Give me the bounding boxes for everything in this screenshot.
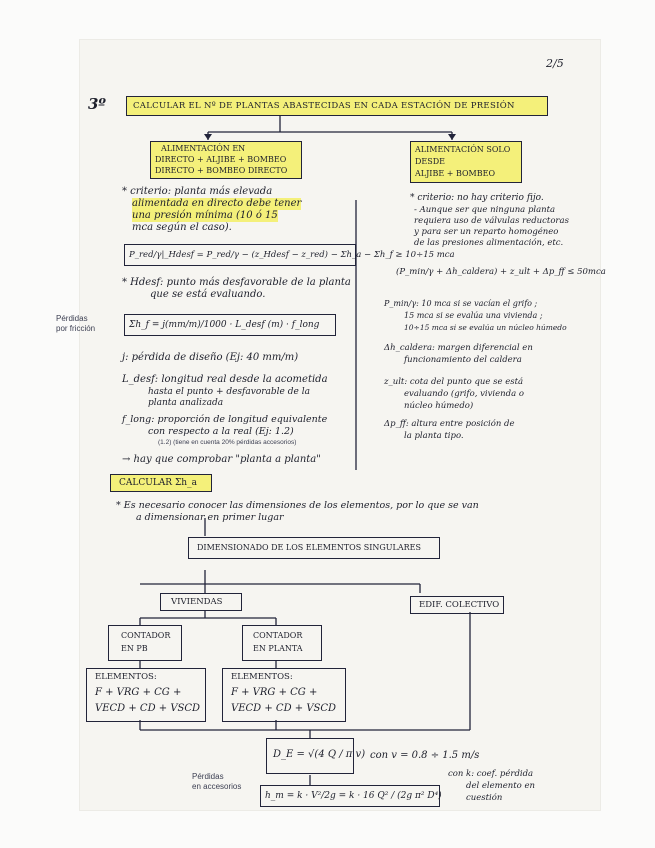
right-criteria-1: * criterio: no hay criterio fijo. xyxy=(410,193,544,203)
left-ldesf-3: planta analizada xyxy=(148,398,224,408)
right-criteria-5: de las presiones alimentación, etc. xyxy=(414,238,564,248)
right-dpff-2: la planta tipo. xyxy=(404,431,464,441)
calc-heading-box xyxy=(110,474,212,492)
calc-heading: CALCULAR Σh_a xyxy=(119,478,197,488)
elementos-right-1: ELEMENTOS: xyxy=(231,672,293,682)
k-note-3: cuestión xyxy=(466,793,503,803)
notebook-page xyxy=(56,40,606,810)
left-flong-2: con respecto a la real (Ej: 1.2) xyxy=(148,426,294,437)
left-criteria-4: mca según el caso). xyxy=(132,222,232,233)
right-dpff-1: Δp_ff: altura entre posición de xyxy=(384,419,515,429)
contador-planta-box xyxy=(242,625,322,661)
left-criteria-1: * criterio: planta más elevada xyxy=(122,186,273,197)
side-note-friction-2: por fricción xyxy=(56,324,96,333)
right-formula: (P_min/γ + Δh_caldera) + z_ult + Δp_ff ≤ 50mca xyxy=(396,267,606,277)
right-branch-line-2: DESDE xyxy=(415,157,445,166)
dim-box xyxy=(188,537,440,559)
right-caldera-1: Δh_caldera: margen diferencial en xyxy=(384,343,533,353)
elementos-left-1: ELEMENTOS: xyxy=(95,672,157,682)
right-branch-line-3: ALJIBE + BOMBEO xyxy=(415,169,496,178)
contador-planta-1: CONTADOR xyxy=(253,631,303,640)
left-formula-1: P_red/γ|_Hdesf = P_red/γ − (z_Hdesf − z_red) − Σh_a − Σh_f ≥ 10÷15 mca xyxy=(129,250,455,260)
right-zult-3: núcleo húmedo) xyxy=(404,401,474,411)
page-number: 2/5 xyxy=(546,57,564,70)
right-pmin-3: 10÷15 mca si se evalúa un núcleo húmedo xyxy=(404,323,567,332)
contador-pb-1: CONTADOR xyxy=(121,631,171,640)
left-hdesf-1: * Hdesf: punto más desfavorable de la planta xyxy=(122,277,351,288)
left-branch-line-2: DIRECTO + ALJIBE + BOMBEO xyxy=(155,155,287,164)
right-zult-1: z_ult: cota del punto que se está xyxy=(384,377,524,387)
dim-box-label: DIMENSIONADO DE LOS ELEMENTOS SINGULARES xyxy=(197,543,421,552)
right-criteria-2: - Aunque ser que ninguna planta xyxy=(414,205,556,215)
left-flong-1: f_long: proporción de longitud equivalente xyxy=(122,414,328,425)
left-j-def: j: pérdida de diseño (Ej: 40 mm/m) xyxy=(122,352,299,363)
calc-note-2: a dimensionar en primer lugar xyxy=(136,512,284,523)
side-note-accessories-1: Pérdidas xyxy=(192,772,224,781)
hm-formula-box xyxy=(260,785,440,807)
left-hdesf-2: que se está evaluando. xyxy=(150,289,266,300)
viviendas-box xyxy=(160,593,242,611)
right-branch-line-1: ALIMENTACIÓN SOLO xyxy=(415,145,511,154)
right-criteria-4: y para ser un reparto homogéneo xyxy=(414,227,559,237)
right-branch-box xyxy=(410,141,522,183)
viviendas-label: VIVIENDAS xyxy=(171,597,223,607)
edif-label: EDIF. COLECTIVO xyxy=(419,600,500,610)
hm-formula: h_m = k · V²/2g = k · 16 Q² / (2g π² D⁴) xyxy=(265,791,442,801)
left-ldesf-2: hasta el punto + desfavorable de la xyxy=(148,387,310,397)
de-formula: D_E = √(4 Q / π v) xyxy=(273,749,366,760)
elementos-right-2: F + VRG + CG + xyxy=(231,687,318,698)
left-formula-2: Σh_f = j(mm/m)/1000 · L_desf (m) · f_long xyxy=(129,320,320,330)
left-formula-1-box xyxy=(124,244,455,266)
elementos-left-2: F + VRG + CG + xyxy=(95,687,182,698)
left-branch-line-1: ALIMENTACIÓN EN xyxy=(161,144,246,153)
de-formula-box xyxy=(266,738,366,774)
side-note-friction-1: Pérdidas xyxy=(56,314,88,323)
elementos-left-3: VECD + CD + VSCD xyxy=(95,703,201,714)
elementos-left-box xyxy=(86,668,206,722)
right-caldera-2: funcionamiento del caldera xyxy=(404,355,522,365)
de-condition: con v = 0.8 ÷ 1.5 m/s xyxy=(370,750,480,761)
elementos-right-box xyxy=(222,668,346,722)
calc-note-1: * Es necesario conocer las dimensiones de los elementos, por lo que se van xyxy=(116,500,479,511)
contador-planta-2: EN PLANTA xyxy=(253,644,303,653)
left-ldesf-1: L_desf: longitud real desde la acometida xyxy=(122,374,328,385)
edif-box xyxy=(410,596,504,614)
right-zult-2: evaluando (grifo, vivienda o xyxy=(404,389,524,399)
right-pmin-1: P_min/γ: 10 mca si se vacían el grifo ; xyxy=(384,299,538,308)
left-compare: → hay que comprobar "planta a planta" xyxy=(122,454,321,465)
left-branch-line-3: DIRECTO + BOMBEO DIRECTO xyxy=(155,166,288,175)
right-pmin-2: 15 mca si se evalúa una vivienda ; xyxy=(404,311,543,320)
k-note-2: del elemento en xyxy=(466,781,535,791)
main-heading: CALCULAR EL Nº DE PLANTAS ABASTECIDAS EN CADA ESTACIÓN DE PRESIÓN xyxy=(133,101,515,111)
left-criteria-3: una presión mínima (10 ó 15 xyxy=(132,210,278,221)
left-formula-2-box xyxy=(124,314,336,336)
left-branch-box xyxy=(150,141,302,179)
k-note-1: con k: coef. pérdida xyxy=(448,769,534,779)
main-heading-box xyxy=(126,96,548,116)
section-number: 3º xyxy=(88,95,106,113)
contador-pb-box xyxy=(108,625,182,661)
contador-pb-2: EN PB xyxy=(121,644,148,653)
left-flong-note: (1.2) (tiene en cuenta 20% pérdidas accesorios) xyxy=(158,439,297,446)
right-criteria-3: requiera uso de válvulas reductoras xyxy=(414,216,569,226)
left-criteria-2: alimentada en directo debe tener xyxy=(132,198,302,209)
elementos-right-3: VECD + CD + VSCD xyxy=(231,703,337,714)
side-note-accessories-2: en accesorios xyxy=(192,782,242,791)
